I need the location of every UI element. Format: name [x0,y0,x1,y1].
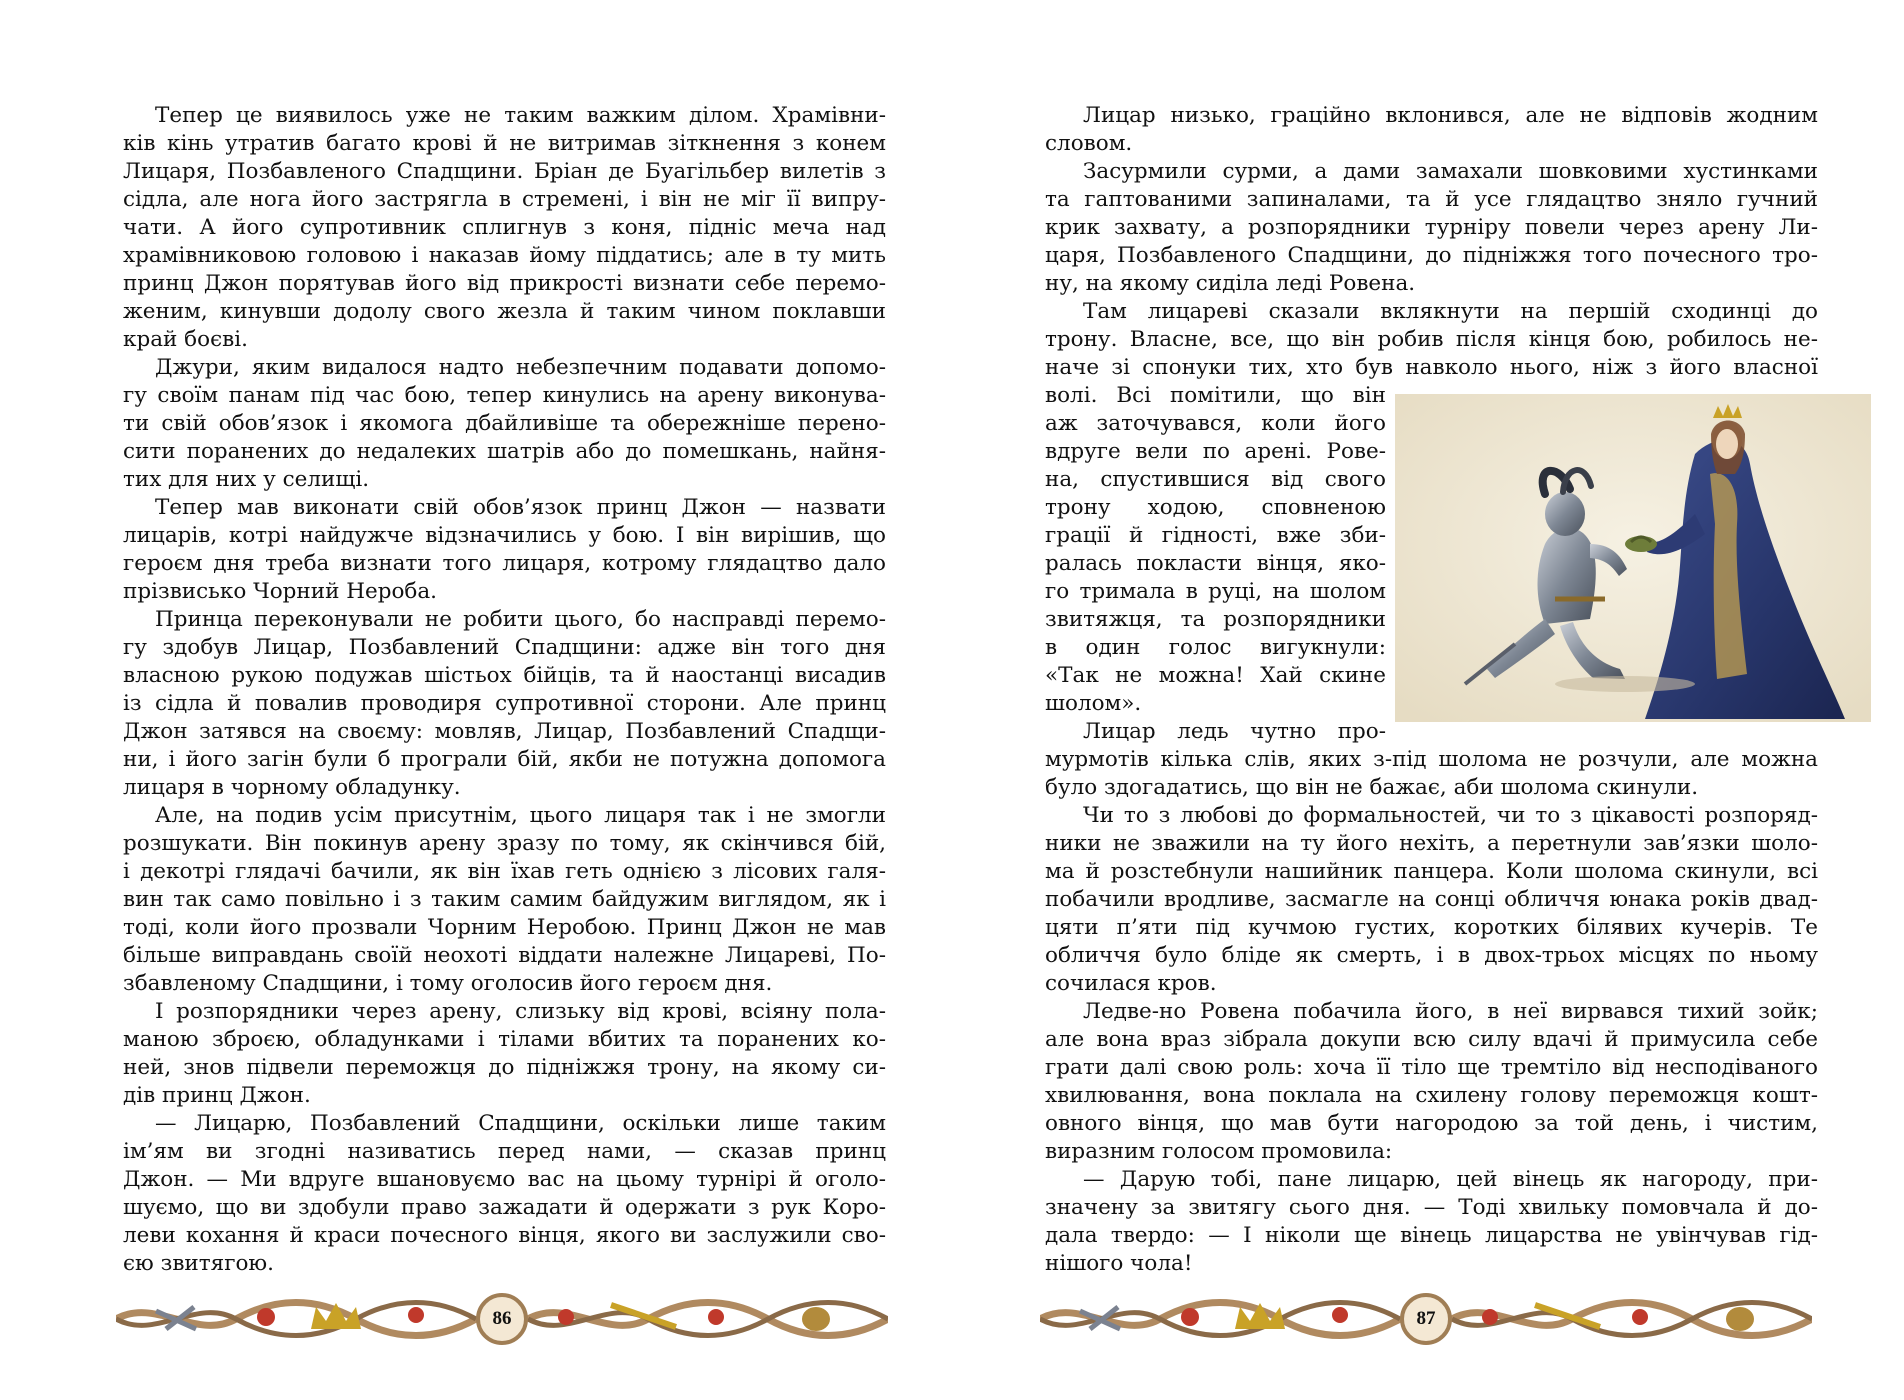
text-line: Джон. — Ми вдруге вшановуємо вас на цьому турнірі й оголо- [123,1167,886,1192]
text-line: Чи то з любові до формальностей, чи то з цікавості розпоряд- [1083,803,1818,828]
text-line: обличчя було бліде як смерть, і в двох-трьох місцях по ньому [1045,943,1818,968]
text-line: аж заточувався, коли його [1045,411,1386,436]
rose-icon [1332,1307,1348,1323]
text-line: на, спустившися від свого [1045,467,1386,492]
helmet-icon [802,1307,830,1331]
rose-icon [708,1309,724,1325]
text-line: значену за звитягу сього дня. — Тоді хвильку помовчала й до- [1045,1195,1818,1220]
text-line: сочилася кров. [1045,971,1217,996]
text-line: женим, кинувши додолу свого жезла й таким чином поклавши [123,299,886,324]
rose-icon [1482,1309,1498,1325]
text-line: із сідла й повалив проводиря супротивної сторони. Але принц [123,691,886,716]
text-line: більше виправдань своїй неохоті віддати належне Лицареві, По- [123,943,886,968]
text-line: сити поранених до недалеких шатрів або до помешкань, найня- [123,439,886,464]
text-line: нішого чола! [1045,1251,1193,1276]
text-line: «Так не можна! Хай скине [1045,663,1386,688]
text-line: Там лицареві сказали вклякнути на першій сходинці до [1083,299,1818,324]
text-line: але вона враз зібрала докупи всю силу вдачі й примусила себе [1045,1027,1818,1052]
text-line: ралась покласти вінця, яко- [1045,551,1386,576]
text-line: гу здобув Лицар, Позбавлений Спадщини: адже він того дня [123,635,886,660]
text-line: царя, Позбавленого Спадщини, до підніжжя того почесного тро- [1045,243,1818,268]
text-line: словом. [1045,131,1133,156]
text-line: храмівниковою головою і наказав йому піддатись; але в ту мить [123,243,886,268]
text-line: чати. А його супротивник сплигнув з коня, підніс меча над [123,215,886,240]
knight-kneeling-illustration [1395,394,1871,722]
text-line: лицарів, котрі найдужче відзначились у бою. І він вирішив, що [123,523,886,548]
page-number: 87 [1416,1308,1436,1329]
rose-icon [257,1308,275,1326]
rose-icon [408,1307,424,1323]
text-line: вин так само повільно і з таким самим байдужим виглядом, як і [123,887,886,912]
text-line: ней, знов підвели переможця до підніжжя трону, на якому си- [123,1055,886,1080]
text-line: звитяжця, та розпорядники [1045,607,1386,632]
text-line: Лицар низько, граційно вклонився, але не відповів жодним [1083,103,1818,128]
text-line: ни, і його загін були б програли бій, якби не потужна допомога [123,747,886,772]
text-line: шуємо, що ви здобули право зажадати й одержати з рук Коро- [123,1195,886,1220]
text-line: героєм дня треба визнати того лицаря, котрому глядацтво дало [123,551,886,576]
text-line: в один голос вигукнули: [1045,635,1386,660]
text-line: — Дарую тобі, пане лицарю, цей вінець як нагороду, при- [1083,1167,1818,1192]
text-line: трону ходою, сповненою [1045,495,1386,520]
helmet-icon [1726,1307,1754,1331]
text-line: наче зі спонуки тих, хто був навколо нього, ніж з його власної [1045,355,1818,380]
page-number: 86 [492,1308,512,1329]
text-line: ім’ям ви згодні називатись перед нами, — сказав принц [123,1139,886,1164]
text-line: гу своїм панам під час бою, тепер кинулись на арену виконува- [123,383,886,408]
text-line: розшукати. Він покинув арену зразу по тому, як скінчився бій, [123,831,886,856]
text-line: — Лицарю, Позбавлений Спадщини, оскільки лише таким [155,1111,886,1136]
text-line: го тримала в руці, на шолом [1045,579,1386,604]
text-line: вдруге вели по арені. Рове- [1045,439,1386,464]
text-line: цяти п’яти під кучмою густих, коротких білявих кучерів. Те [1045,915,1818,940]
text-line: дів принц Джон. [123,1083,311,1108]
text-line: хвилювання, вона поклала на схилену голову переможця кошт- [1045,1083,1818,1108]
text-line: і декотрі глядачі бачили, як він їхав геть однією з лісових галя- [123,859,886,884]
text-line: Лицаря, Позбавленого Спадщини. Бріан де Буагільбер вилетів з [123,159,886,184]
rose-icon [1632,1309,1648,1325]
text-line: власною рукою подужав шістьох бійців, та й наостанці висадив [123,663,886,688]
text-line: Ледве-но Ровена побачила його, в неї вирвався тихий зойк; [1083,999,1818,1024]
text-line: побачили вродливе, засмагле на сонці обличчя юнака років двад- [1045,887,1818,912]
text-line: Джури, яким видалося надто небезпечним подавати допомо- [155,355,886,380]
text-line: тоді, коли його прозвали Чорним Неробою. Принц Джон не мав [123,915,886,940]
text-line: овного вінця, що мав бути нагородою за той день, і чистим, [1045,1111,1818,1136]
text-line: Засурмили сурми, а дами замахали шовковими хустинками [1083,159,1818,184]
text-line: леви кохання й краси почесного вінця, якого ви заслужили сво- [123,1223,886,1248]
text-line: Принца переконували не робити цього, бо насправді перемо- [155,607,886,632]
text-line: принц Джон порятував його від прикрості визнати себе перемо- [123,271,886,296]
text-line: ники не зважили на ту його нехіть, а перетнули зав’язки шоло- [1045,831,1818,856]
text-line: трону. Власне, все, що він робив після кінця бою, робилось не- [1045,327,1818,352]
text-line: Лицар ледь чутно про- [1083,719,1386,744]
text-line: Тепер це виявилось уже не таким важким ділом. Храмівни- [155,103,886,128]
rose-icon [1181,1308,1199,1326]
text-line: ків кінь утратив багато крові й не витримав зіткнення з конем [123,131,886,156]
text-line: крик захвату, а розпорядники турніру повели через арену Ли- [1045,215,1818,240]
text-line: дала твердо: — І ніколи ще вінець лицарства не увінчував гід- [1045,1223,1818,1248]
text-line: Тепер мав виконати свій обов’язок принц Джон — назвати [155,495,886,520]
text-line: ну, на якому сиділа леді Ровена. [1045,271,1416,296]
text-line: грації й гідності, вже зби- [1045,523,1386,548]
text-line: сідла, але нога його застрягла в стремені, і він не міг її випру- [123,187,886,212]
text-line: мурмотів кілька слів, яких з-під шолома не розчули, але можна [1045,747,1818,772]
text-line: маною зброєю, обладунками і тілами вбитих та поранених ко- [123,1027,886,1052]
text-line: І розпорядники через арену, слизьку від крові, всіяну пола- [155,999,886,1024]
text-line: Джон затявся на своєму: мовляв, Лицар, Позбавлений Спадщи- [123,719,886,744]
rose-icon [558,1309,574,1325]
text-line: було здогадатись, що він не бажає, аби шолома скинули. [1045,775,1699,800]
text-line: прізвисько Чорний Нероба. [123,579,438,604]
text-line: край боєві. [123,327,248,352]
text-line: лицаря в чорному обладунку. [123,775,461,800]
text-line: ма й розстебнули нашийник панцера. Коли шолома скинули, всі [1045,859,1818,884]
text-line: збавленому Спадщини, і тому оголосив його героєм дня. [123,971,773,996]
text-line: шолом». [1045,691,1142,716]
text-line: волі. Всі помітили, що він [1045,383,1386,408]
text-line: виразним голосом промовила: [1045,1139,1393,1164]
text-line: та гаптованими запиналами, та й усе глядацтво зняло гучний [1045,187,1818,212]
text-line: ти свій обов’язок і якомога дбайливіше та обережніше перено- [123,411,886,436]
text-line: тих для них у селищі. [123,467,370,492]
text-line: Але, на подив усім присутнім, цього лицаря так і не змогли [155,803,886,828]
text-line: єю звитягою. [123,1251,274,1276]
text-line: грати далі свою роль: хоча її тіло ще тремтіло від несподіваного [1045,1055,1818,1080]
